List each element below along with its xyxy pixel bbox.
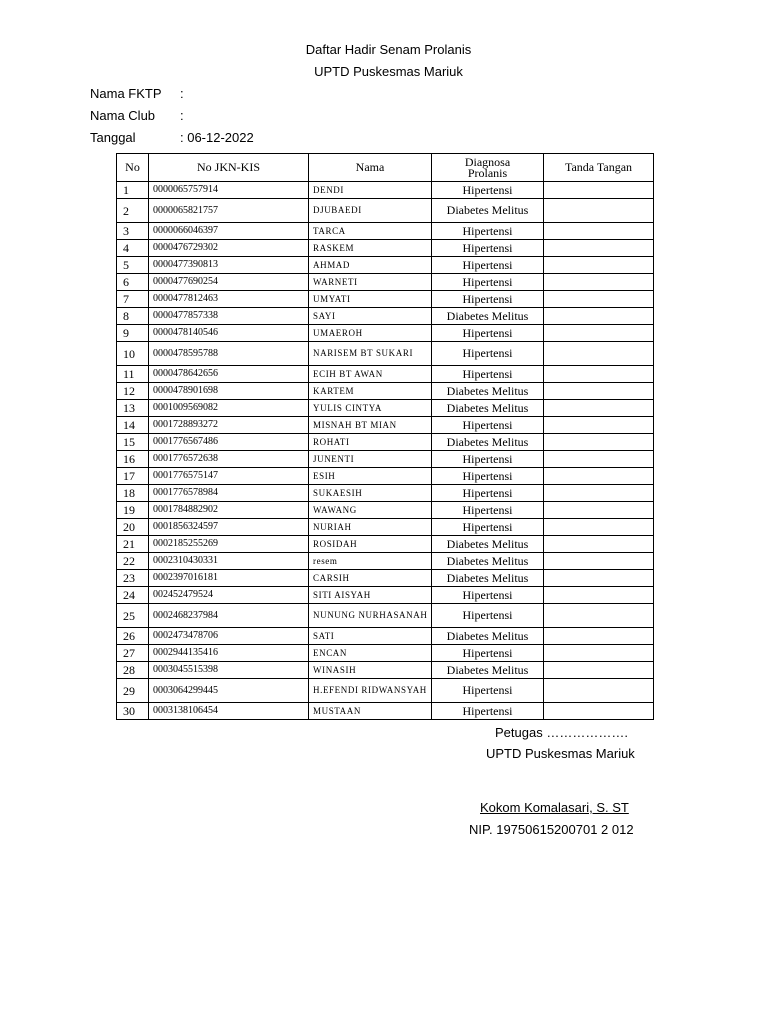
row-name: SAYI	[309, 308, 432, 325]
fktp-value: :	[180, 86, 184, 101]
signer-name: Kokom Komalasari, S. ST	[480, 800, 629, 815]
table-row	[117, 679, 654, 703]
header-tanda-tangan: Tanda Tangan	[544, 154, 654, 182]
row-signature-cell[interactable]	[544, 553, 654, 570]
row-no: 16	[117, 451, 149, 468]
row-name: CARSIH	[309, 570, 432, 587]
row-signature-cell[interactable]	[544, 451, 654, 468]
table-row	[117, 417, 654, 434]
row-signature-cell[interactable]	[544, 628, 654, 645]
row-jkn-number: 0001009569082	[149, 400, 309, 417]
row-jkn-number: 0000477390813	[149, 257, 309, 274]
header-diagnosa	[432, 154, 544, 182]
row-signature-cell[interactable]	[544, 519, 654, 536]
row-signature-cell[interactable]	[544, 417, 654, 434]
row-name: AHMAD	[309, 257, 432, 274]
table-row	[117, 536, 654, 553]
row-no: 19	[117, 502, 149, 519]
row-signature-cell[interactable]	[544, 485, 654, 502]
table-header-row	[117, 154, 654, 182]
row-jkn-number: 0000478140546	[149, 325, 309, 342]
row-diagnosis: Diabetes Melitus	[432, 628, 544, 645]
row-signature-cell[interactable]	[544, 662, 654, 679]
row-diagnosis: Hipertensi	[432, 587, 544, 604]
row-jkn-number: 0002473478706	[149, 628, 309, 645]
row-diagnosis: Diabetes Melitus	[432, 570, 544, 587]
row-jkn-number: 0000477857338	[149, 308, 309, 325]
row-name: ESIH	[309, 468, 432, 485]
row-name: SATI	[309, 628, 432, 645]
tanggal-label: Tanggal	[90, 130, 136, 145]
meta-club	[90, 108, 184, 123]
row-jkn-number: 0000477812463	[149, 291, 309, 308]
table-row	[117, 502, 654, 519]
row-jkn-number: 0003064299445	[149, 679, 309, 703]
table-row	[117, 451, 654, 468]
row-diagnosis: Hipertensi	[432, 451, 544, 468]
row-name: WARNETI	[309, 274, 432, 291]
row-jkn-number: 0001728893272	[149, 417, 309, 434]
row-jkn-number: 0000065757914	[149, 182, 309, 199]
row-diagnosis: Diabetes Melitus	[432, 199, 544, 223]
row-diagnosis: Diabetes Melitus	[432, 383, 544, 400]
row-diagnosis: Diabetes Melitus	[432, 308, 544, 325]
row-jkn-number: 0000065821757	[149, 199, 309, 223]
row-no: 21	[117, 536, 149, 553]
table-body	[117, 182, 654, 720]
row-jkn-number: 0002397016181	[149, 570, 309, 587]
row-signature-cell[interactable]	[544, 468, 654, 485]
row-diagnosis: Hipertensi	[432, 485, 544, 502]
row-signature-cell[interactable]	[544, 182, 654, 199]
row-no: 25	[117, 604, 149, 628]
row-no: 8	[117, 308, 149, 325]
table-row	[117, 553, 654, 570]
row-jkn-number: 0003138106454	[149, 703, 309, 720]
row-no: 4	[117, 240, 149, 257]
table-row	[117, 325, 654, 342]
row-signature-cell[interactable]	[544, 679, 654, 703]
header-diagnosa-line1: Diagnosa	[464, 154, 511, 169]
row-jkn-number: 0000478642656	[149, 366, 309, 383]
table-row	[117, 662, 654, 679]
row-no: 7	[117, 291, 149, 308]
row-no: 9	[117, 325, 149, 342]
row-diagnosis: Hipertensi	[432, 274, 544, 291]
row-name: YULIS CINTYA	[309, 400, 432, 417]
row-no: 12	[117, 383, 149, 400]
row-no: 26	[117, 628, 149, 645]
table-row	[117, 383, 654, 400]
row-signature-cell[interactable]	[544, 604, 654, 628]
row-no: 24	[117, 587, 149, 604]
row-signature-cell[interactable]	[544, 325, 654, 342]
row-jkn-number: 0001856324597	[149, 519, 309, 536]
row-no: 6	[117, 274, 149, 291]
table-row	[117, 274, 654, 291]
row-diagnosis: Diabetes Melitus	[432, 536, 544, 553]
row-jkn-number: 002452479524	[149, 587, 309, 604]
row-no: 27	[117, 645, 149, 662]
row-signature-cell[interactable]	[544, 383, 654, 400]
row-name: KARTEM	[309, 383, 432, 400]
table-row	[117, 291, 654, 308]
row-name: NURIAH	[309, 519, 432, 536]
petugas-label: Petugas ……………….	[495, 725, 628, 740]
document-title: Daftar Hadir Senam Prolanis	[305, 42, 472, 57]
row-name: WAWANG	[309, 502, 432, 519]
row-jkn-number: 0000477690254	[149, 274, 309, 291]
row-signature-cell[interactable]	[544, 366, 654, 383]
row-jkn-number: 0002468237984	[149, 604, 309, 628]
table-row	[117, 308, 654, 325]
row-name: WINASIH	[309, 662, 432, 679]
row-diagnosis: Hipertensi	[432, 223, 544, 240]
row-signature-cell[interactable]	[544, 240, 654, 257]
row-jkn-number: 0001776578984	[149, 485, 309, 502]
table-row	[117, 587, 654, 604]
row-no: 11	[117, 366, 149, 383]
club-value: :	[180, 108, 184, 123]
row-signature-cell[interactable]	[544, 536, 654, 553]
row-no: 5	[117, 257, 149, 274]
row-name: JUNENTI	[309, 451, 432, 468]
row-no: 3	[117, 223, 149, 240]
table-row	[117, 400, 654, 417]
row-jkn-number: 0001776575147	[149, 468, 309, 485]
row-name: resem	[309, 553, 432, 570]
table-row	[117, 519, 654, 536]
row-no: 28	[117, 662, 149, 679]
row-signature-cell[interactable]	[544, 274, 654, 291]
row-name: H.EFENDI RIDWANSYAH	[309, 679, 432, 703]
row-diagnosis: Hipertensi	[432, 502, 544, 519]
signer-nip: NIP. 19750615200701 2 012	[469, 822, 634, 837]
row-jkn-number: 0002310430331	[149, 553, 309, 570]
row-jkn-number: 0001776572638	[149, 451, 309, 468]
row-no: 1	[117, 182, 149, 199]
header-jkn: No JKN-KIS	[149, 154, 309, 182]
row-signature-cell[interactable]	[544, 199, 654, 223]
table-row	[117, 485, 654, 502]
row-diagnosis: Hipertensi	[432, 679, 544, 703]
row-no: 17	[117, 468, 149, 485]
row-diagnosis: Diabetes Melitus	[432, 434, 544, 451]
row-no: 18	[117, 485, 149, 502]
petugas-unit: UPTD Puskesmas Mariuk	[486, 746, 635, 761]
row-signature-cell[interactable]	[544, 342, 654, 366]
table-row	[117, 342, 654, 366]
table-row	[117, 240, 654, 257]
row-jkn-number: 0000066046397	[149, 223, 309, 240]
row-diagnosis: Hipertensi	[432, 604, 544, 628]
row-no: 23	[117, 570, 149, 587]
tanggal-value: : 06-12-2022	[180, 130, 254, 145]
row-name: SITI AISYAH	[309, 587, 432, 604]
row-diagnosis: Diabetes Melitus	[432, 553, 544, 570]
row-signature-cell[interactable]	[544, 703, 654, 720]
row-no: 20	[117, 519, 149, 536]
table-row	[117, 468, 654, 485]
row-no: 29	[117, 679, 149, 703]
row-name: DJUBAEDI	[309, 199, 432, 223]
row-name: UMAEROH	[309, 325, 432, 342]
row-jkn-number: 0001776567486	[149, 434, 309, 451]
row-diagnosis: Diabetes Melitus	[432, 400, 544, 417]
row-jkn-number: 0002944135416	[149, 645, 309, 662]
row-diagnosis: Hipertensi	[432, 291, 544, 308]
table-row	[117, 223, 654, 240]
row-name: SUKAESIH	[309, 485, 432, 502]
row-name: ROSIDAH	[309, 536, 432, 553]
club-label: Nama Club	[90, 108, 156, 123]
row-jkn-number: 0002185255269	[149, 536, 309, 553]
row-name: TARCA	[309, 223, 432, 240]
row-no: 30	[117, 703, 149, 720]
row-name: ECIH BT AWAN	[309, 366, 432, 383]
header-nama: Nama	[309, 154, 432, 182]
row-diagnosis: Hipertensi	[432, 703, 544, 720]
row-signature-cell[interactable]	[544, 257, 654, 274]
table-row	[117, 628, 654, 645]
row-jkn-number: 0001784882902	[149, 502, 309, 519]
table-row	[117, 604, 654, 628]
row-diagnosis: Hipertensi	[432, 645, 544, 662]
row-signature-cell[interactable]	[544, 570, 654, 587]
row-no: 10	[117, 342, 149, 366]
row-name: DENDI	[309, 182, 432, 199]
row-signature-cell[interactable]	[544, 308, 654, 325]
row-signature-cell[interactable]	[544, 400, 654, 417]
attendance-table	[116, 153, 654, 720]
row-name: MUSTAAN	[309, 703, 432, 720]
row-jkn-number: 0000478595788	[149, 342, 309, 366]
row-jkn-number: 0000476729302	[149, 240, 309, 257]
row-diagnosis: Hipertensi	[432, 366, 544, 383]
table-row	[117, 199, 654, 223]
row-diagnosis: Hipertensi	[432, 342, 544, 366]
row-name: ENCAN	[309, 645, 432, 662]
meta-tanggal	[90, 130, 254, 145]
row-diagnosis: Hipertensi	[432, 519, 544, 536]
fktp-label: Nama FKTP	[90, 86, 162, 101]
row-diagnosis: Hipertensi	[432, 325, 544, 342]
row-name: MISNAH BT MIAN	[309, 417, 432, 434]
table-row	[117, 182, 654, 199]
row-diagnosis: Hipertensi	[432, 182, 544, 199]
document-subtitle: UPTD Puskesmas Mariuk	[314, 64, 463, 79]
table-row	[117, 645, 654, 662]
row-name: NARISEM BT SUKARI	[309, 342, 432, 366]
row-name: UMYATI	[309, 291, 432, 308]
row-signature-cell[interactable]	[544, 291, 654, 308]
row-no: 2	[117, 199, 149, 223]
row-diagnosis: Hipertensi	[432, 417, 544, 434]
row-name: RASKEM	[309, 240, 432, 257]
table-row	[117, 434, 654, 451]
row-signature-cell[interactable]	[544, 587, 654, 604]
header-diagnosa-line2: Prolanis	[467, 165, 508, 180]
table-row	[117, 257, 654, 274]
row-name: ROHATI	[309, 434, 432, 451]
table-row	[117, 366, 654, 383]
row-diagnosis: Hipertensi	[432, 257, 544, 274]
row-signature-cell[interactable]	[544, 434, 654, 451]
row-no: 14	[117, 417, 149, 434]
header-no: No	[117, 154, 149, 182]
row-no: 22	[117, 553, 149, 570]
meta-fktp	[90, 86, 184, 101]
row-diagnosis: Hipertensi	[432, 468, 544, 485]
row-name: NUNUNG NURHASANAH	[309, 604, 432, 628]
row-signature-cell[interactable]	[544, 223, 654, 240]
row-diagnosis: Hipertensi	[432, 240, 544, 257]
row-no: 15	[117, 434, 149, 451]
row-no: 13	[117, 400, 149, 417]
row-jkn-number: 0003045515398	[149, 662, 309, 679]
row-diagnosis: Diabetes Melitus	[432, 662, 544, 679]
table-row	[117, 703, 654, 720]
row-signature-cell[interactable]	[544, 645, 654, 662]
row-jkn-number: 0000478901698	[149, 383, 309, 400]
table-row	[117, 570, 654, 587]
row-signature-cell[interactable]	[544, 502, 654, 519]
